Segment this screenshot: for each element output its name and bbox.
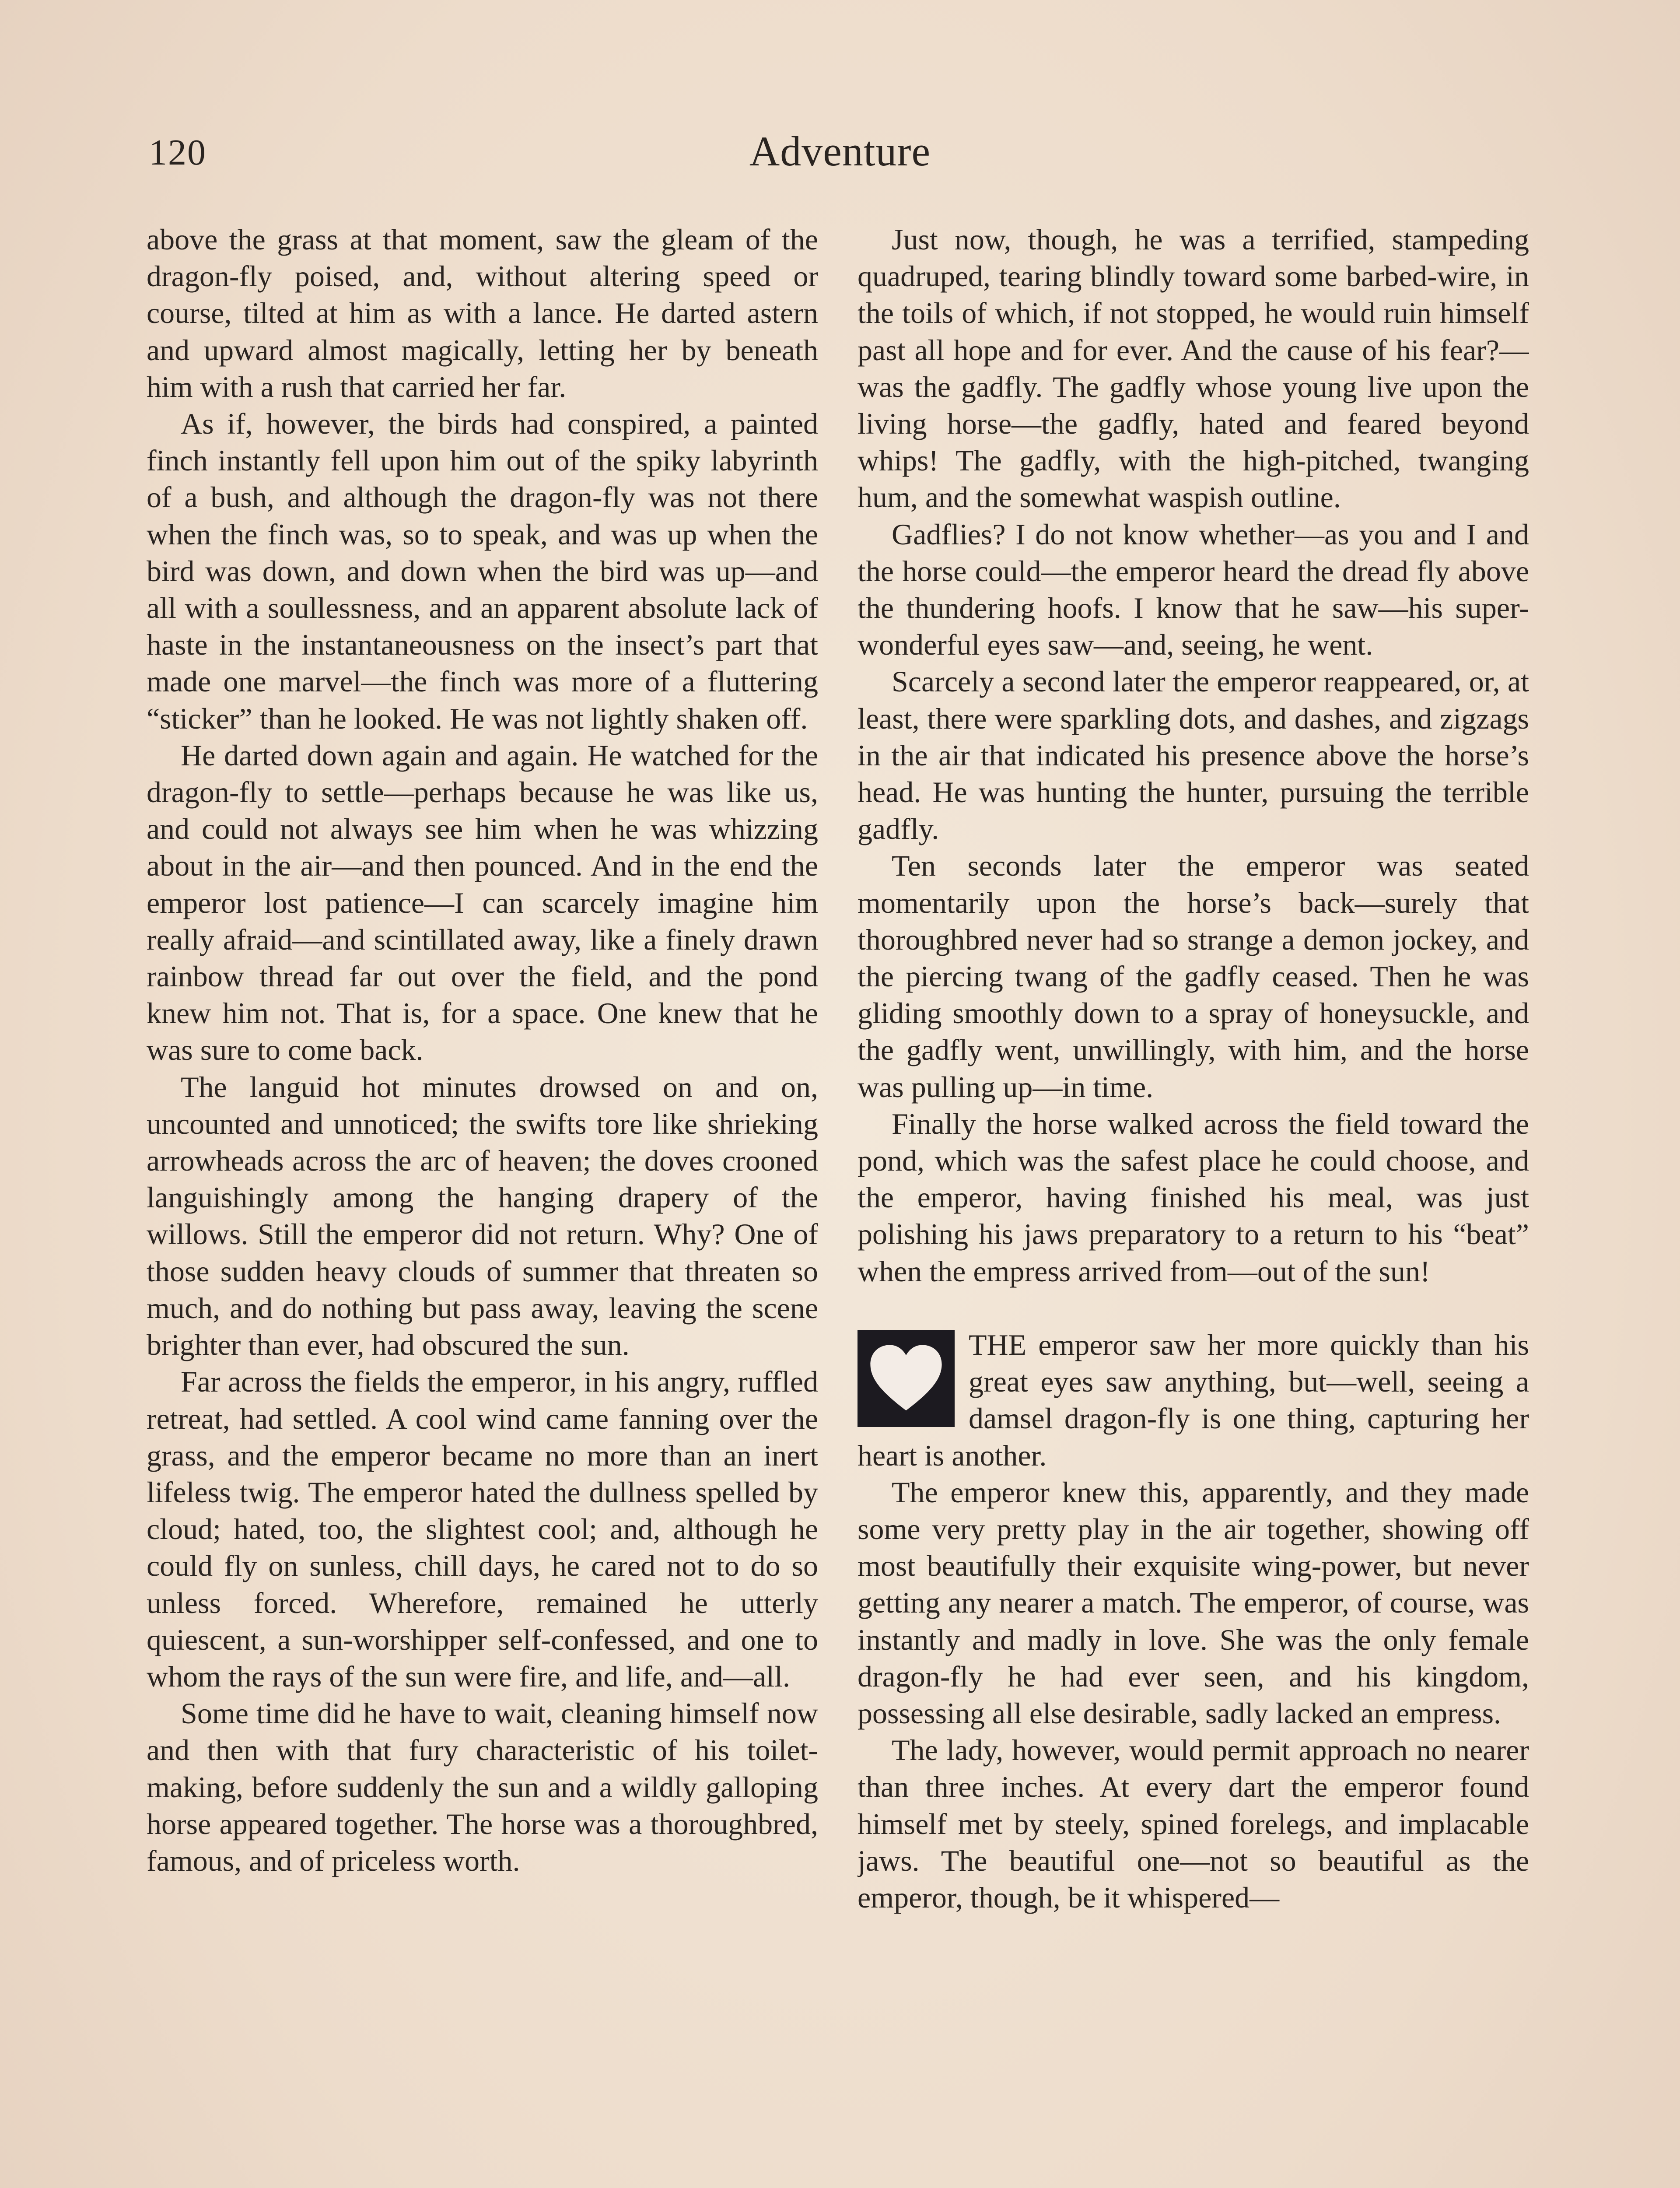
paragraph: Some time did he have to wait, cleaning himself now and then with that fury characteristic of his toilet-making, before suddenly the sun and a wildly galloping horse appeared together. The horse was a thoroughbred, famous, and of priceless worth. (147, 1697, 818, 1877)
paragraph: The lady, however, would permit approach no nearer than three inches. At every dart the emperor found himself met by steely, spined forelegs, and implacable jaws. The beautiful one—not so beautiful as the emperor, though, be it whispered— (858, 1733, 1529, 1914)
left-column (147, 221, 818, 2188)
paragraph: Finally the horse walked across the field toward the pond, which was the safest place he could choose, and the emperor, having finished his meal, was just polishing his jaws preparatory to a return to his “beat” when the empress arrived from—out of the sun! (858, 1107, 1529, 1288)
paragraph: above the grass at that moment, saw the gleam of the dragon-fly poised, and, without altering speed or course, tilted at him as with a lance. He darted astern and upward almost magically, letting her by beneath him with a rush that carried her far. (147, 223, 818, 403)
paragraph: Scarcely a second later the emperor reappeared, or, at least, there were sparkling dots, and dashes, and zigzags in the air that indicated his presence above the horse’s head. He was hunting the hunter, pursuing the terrible gadfly. (858, 665, 1529, 846)
paragraph: THE emperor saw her more quickly than his great eyes saw anything, but—well, seeing a damsel dragon-fly is one thing, capturing her heart is another. (858, 1328, 1529, 1472)
page-number: 120 (149, 132, 206, 173)
section-break (858, 1326, 1529, 1474)
paragraph: Just now, though, he was a terrified, stampeding quadruped, tearing blindly toward some barbed-wire, in the toils of which, if not stopped, he would ruin himself past all hope and for ever. And the cause of his fear?—was the gadfly. The gadfly whose young live upon the living horse—the gadfly, hated and feared beyond whips! The gadfly, with the high-pitched, twanging hum, and the somewhat waspish outline. (858, 223, 1529, 514)
right-column (858, 221, 1529, 2188)
paragraph: Gadflies? I do not know whether—as you and I and the horse could—the emperor heard the dread fly above the thundering hoofs. I know that he saw—his super-wonderful eyes saw—and, seeing, he went. (858, 517, 1529, 662)
page-header (149, 128, 1531, 188)
text-columns (147, 221, 1529, 2188)
paragraph: He darted down again and again. He watched for the dragon-fly to settle—perhaps because he was like us, and could not always see him when he was whizzing about in the air—and then pounced. And in the end the emperor lost patience—I can scarcely imagine him really afraid—and scintillated away, like a finely drawn rainbow thread far out over the field, and the pond knew him not. That is, for a space. One knew that he was sure to come back. (147, 738, 818, 1067)
paragraph: Far across the fields the emperor, in his angry, ruffled retreat, had settled. A cool wind came fanning over the grass, and the emperor became no more than an inert lifeless twig. The emperor hated the dullness spelled by cloud; hated, too, the slightest cool; and, although he could fly on sunless, chill days, he cared not to do so unless forced. Wherefore, remained he utterly quiescent, a sun-worshipper self-confessed, and one to whom the rays of the sun were fire, and life, and—all. (147, 1365, 818, 1693)
heart-dropcap-icon (858, 1330, 955, 1427)
paragraph: The emperor knew this, apparently, and they made some very pretty play in the air together, showing off most beautifully their exquisite wing-power, but never getting any nearer a match. The emperor, of course, was instantly and madly in love. She was the only female dragon-fly he had ever seen, and his kingdom, possessing all else desirable, sadly lacked an empress. (858, 1475, 1529, 1730)
paragraph: As if, however, the birds had conspired, a painted finch instantly fell upon him out of the spiky labyrinth of a bush, and although the dragon-fly was not there when the finch was, so to speak, and was up when the bird was down, and down when the bird was up—and all with a soullessness, and an apparent absolute lack of haste in the instantaneousness on the insect’s part that made one marvel—the finch was more of a fluttering “sticker” than he looked. He was not lightly shaken off. (147, 407, 818, 735)
running-title: Adventure (749, 128, 931, 175)
paragraph: Ten seconds later the emperor was seated momentarily upon the horse’s back—surely that thoroughbred never had so strange a demon jockey, and the piercing twang of the gadfly ceased. Then he was gliding smoothly down to a spray of honeysuckle, and the gadfly went, unwillingly, with him, and the horse was pulling up—in time. (858, 849, 1529, 1104)
heart-icon (869, 1343, 943, 1413)
paragraph: The languid hot minutes drowsed on and on, uncounted and unnoticed; the swifts tore like shrieking arrowheads across the arc of heaven; the doves crooned languishingly among the hanging drapery of the willows. Still the emperor did not return. Why? One of those sudden heavy clouds of summer that threaten so much, and do nothing but pass away, leaving the scene brighter than ever, had obscured the sun. (147, 1070, 818, 1362)
